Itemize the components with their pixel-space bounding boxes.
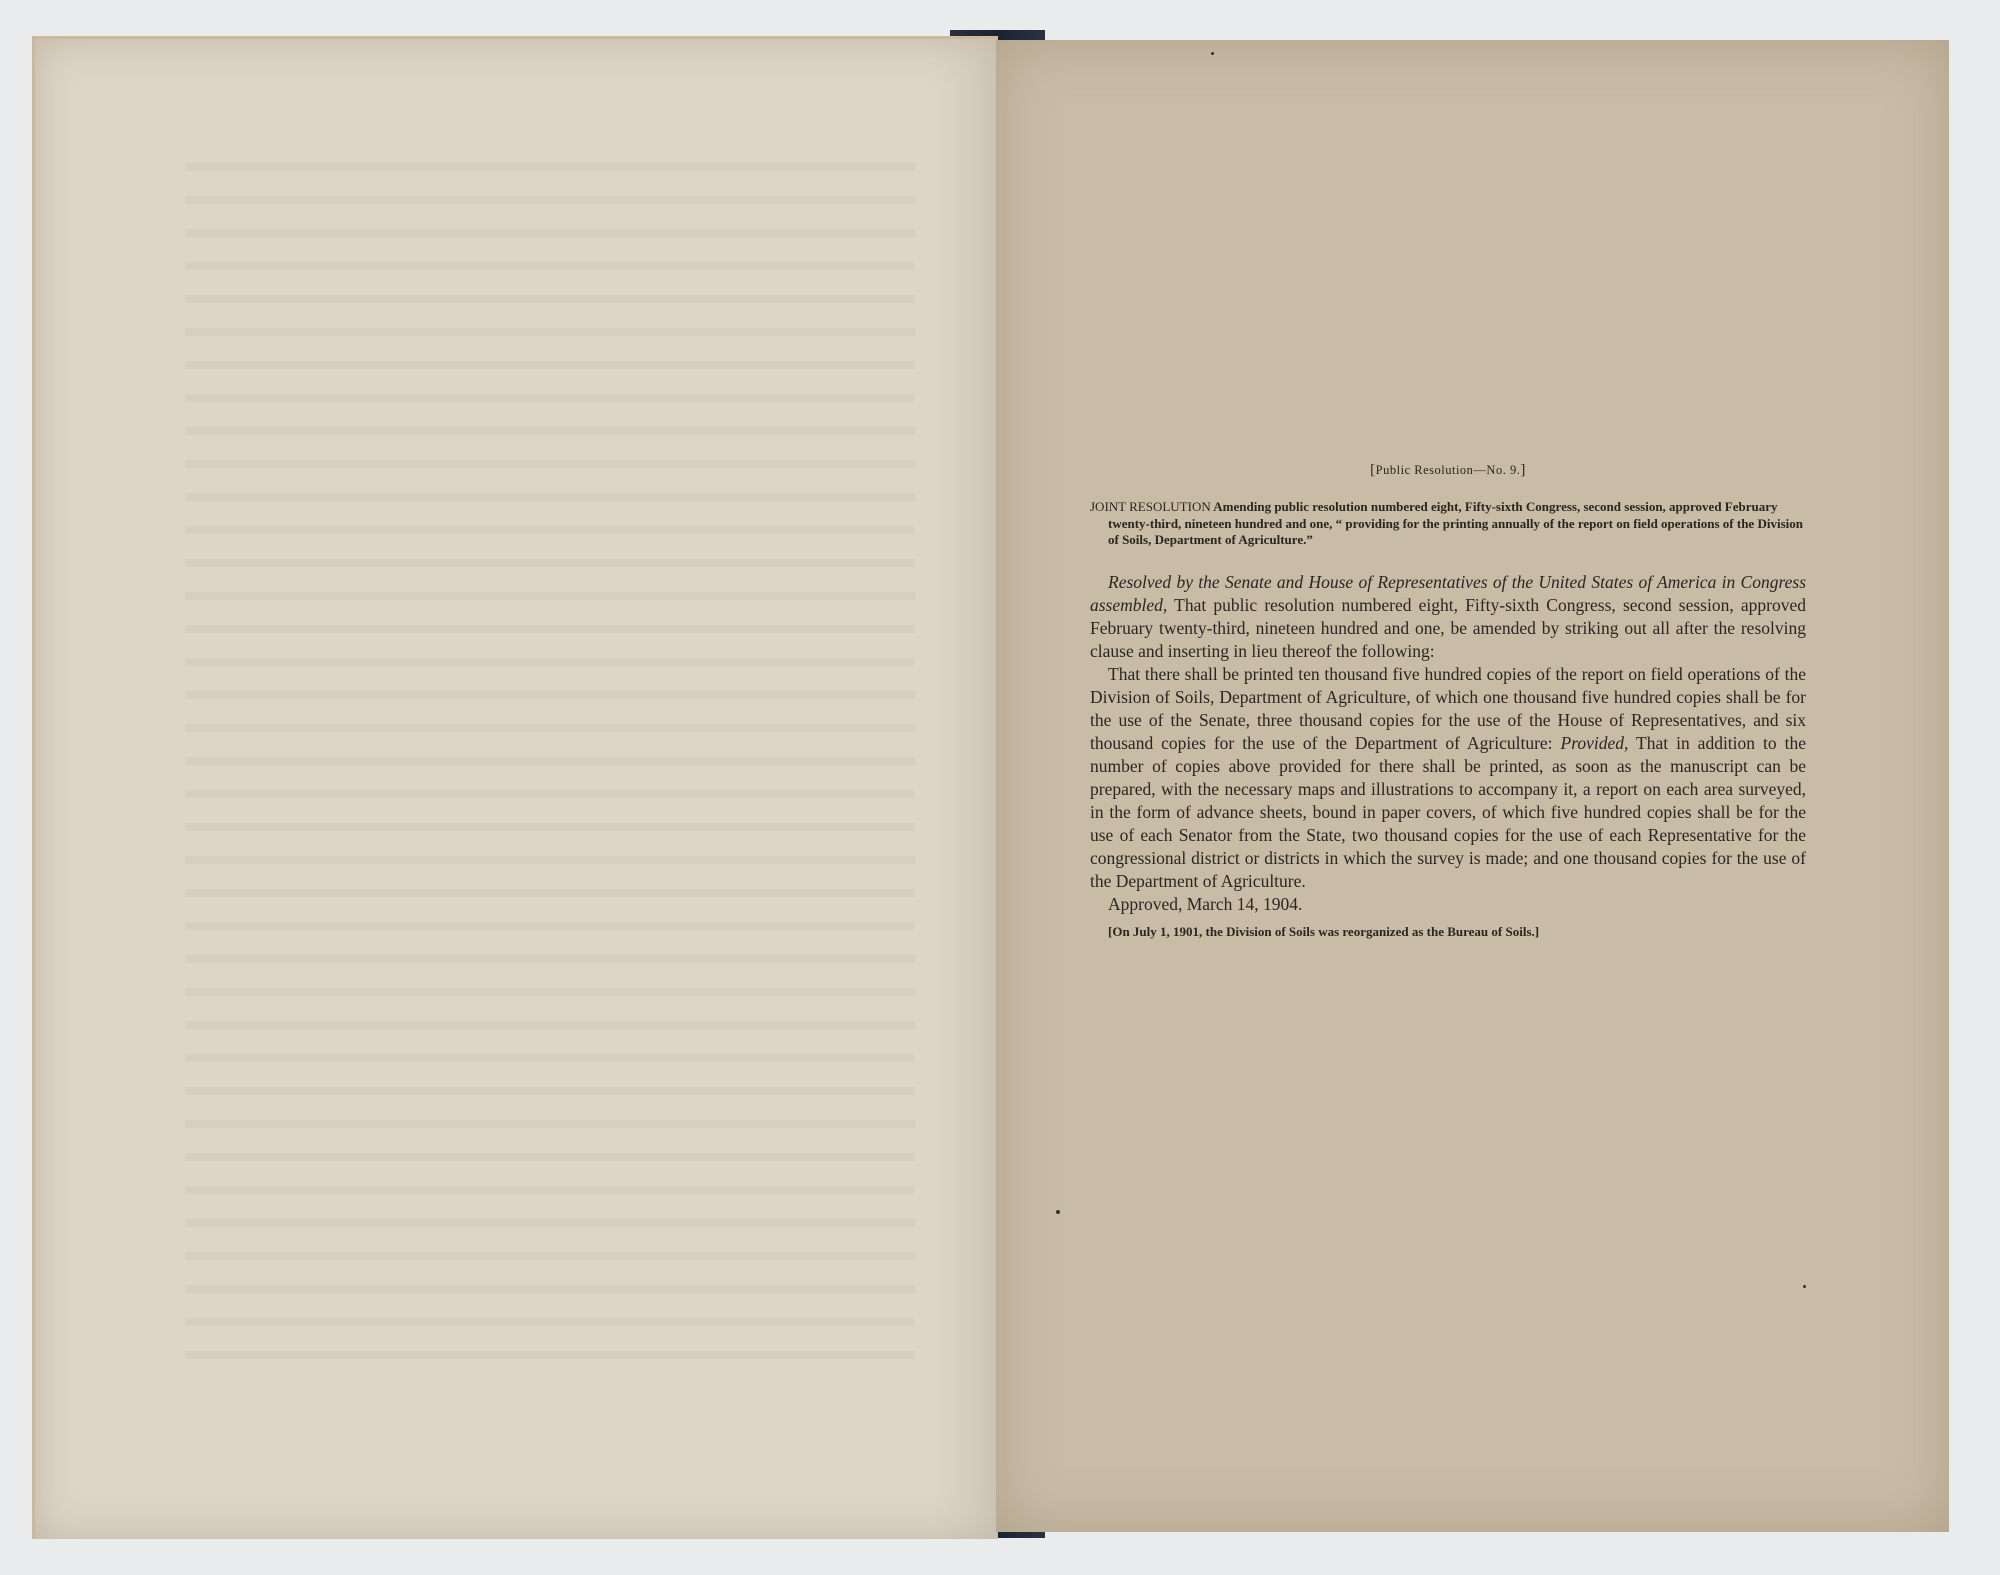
resolution-text (1090, 462, 1806, 940)
bleed-through-text (185, 149, 915, 1379)
resolving-clause: Resolved by the Senate and House of Representatives of the United States of America in Congress assembled, (1090, 571, 1806, 615)
approval-date: Approved, March 14, 1904. (1108, 893, 1303, 914)
paper-speck (1056, 1210, 1060, 1214)
left-page (32, 36, 998, 1539)
provisions-paragraph (1090, 663, 1806, 893)
title-lead: JOINT RESOLUTION (1090, 499, 1211, 514)
heading-bracket-close: ] (1520, 462, 1526, 478)
paper-speck (1211, 52, 1214, 55)
editorial-note: [On July 1, 1901, the Division of Soils was reorganized as the Bureau of Soils.] (1108, 923, 1540, 939)
gutter-shadow (928, 39, 998, 1539)
heading-words: Public Resolution—No. 9. (1375, 463, 1521, 477)
paper-speck (1803, 1285, 1806, 1288)
resolution-heading (1090, 462, 1806, 479)
resolving-text: That public resolution numbered eight, Fifty-sixth Congress, second session, approved February twenty-third, nineteen hundred and one, be amended by striking out all after the resolving clause and inserting in lieu thereof the following: (1090, 594, 1806, 661)
provisions-text-b: That in addition to the number of copies above provided for there shall be printed, as soon as the manuscript can be prepared, with the necessary maps and illustrations to accompany it, a report on each area surveyed, in the form of advance sheets, bound in paper covers, of which five hundred copies shall be for the use of each Senator from the State, two thousand copies for the use of each Representative for the congressional district or districts in which the survey is made; and one thousand copies for the use of the Department of Agriculture. (1090, 732, 1806, 891)
resolving-paragraph (1090, 571, 1806, 663)
provisions-text-a: That there shall be printed ten thousand five hundred copies of the report on field operations of the Division of Soils, Department of Agriculture, of which one thousand five hundred copies shall be for the use of the Senate, three thousand copies for the use of the House of Representatives, and six thousand copies for the use of the Department of Agriculture: (1090, 663, 1806, 753)
title-text: Amending public resolution numbered eight, Fifty-sixth Congress, second session, approved February twenty-third, nineteen hundred and one, “ providing for the printing annually of the report on field operations of the Division of Soils, Department of Agriculture.” (1108, 499, 1803, 547)
heading-bracket-open: [ (1370, 462, 1376, 478)
resolution-title (1090, 499, 1806, 549)
provided-word: Provided, (1560, 732, 1629, 753)
right-page (996, 40, 1949, 1532)
